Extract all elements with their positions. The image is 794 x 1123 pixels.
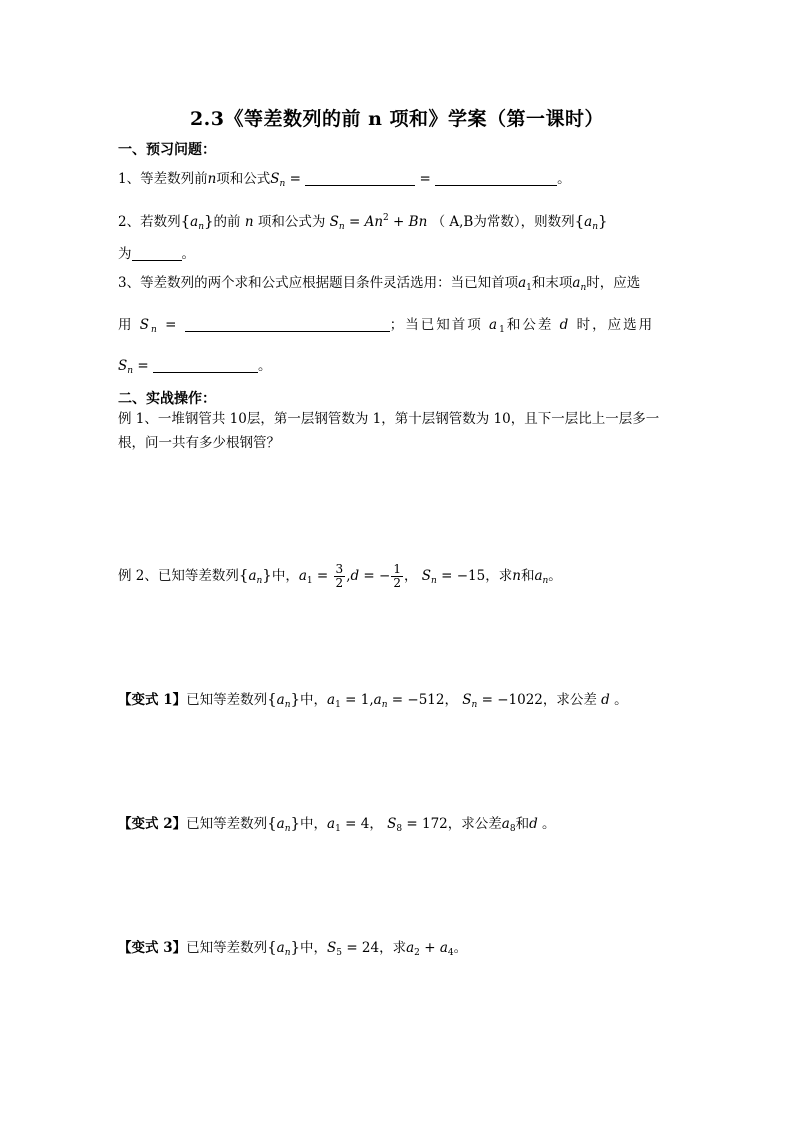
question-3-line2: 用 $S_n$ = ；当已知首项 $a_1$和公差 d 时，应选用 — [118, 317, 655, 335]
example-1-line2: 根，问一共有多少根钢管？ — [118, 435, 280, 451]
answer-blank[interactable] — [132, 246, 182, 261]
question-2-line2: 为 。 — [118, 246, 195, 262]
question-2-line1: 2、若数列$\{a_n\}$的前 n 项和公式为 $S_n = An^2 + Bn$ （ A,B为常数），则数列$\{a_n\}$ — [118, 212, 608, 232]
answer-blank[interactable] — [305, 171, 415, 186]
variant-2: 【变式 2】已知等差数列$\{a_n\}$中，$a_1 = 4$， $S_8 = 172$，求公差$a_8$和d 。 — [118, 814, 556, 834]
page-title: 2.3《等差数列的前 n 项和》学案（第一课时） — [189, 108, 605, 130]
question-1: 1、等差数列前n项和公式$S_n$ = = 。 — [118, 171, 571, 189]
answer-blank[interactable] — [185, 317, 390, 332]
example-2: 例 2、已知等差数列$\{a_n\}$中，$a_1$ = $\frac{3}{2}$ ,d = − $\frac{1}{2}$ ， $S_n = -15$，求n和$a_n$。 — [118, 562, 562, 590]
answer-blank[interactable] — [435, 171, 557, 186]
variant-3: 【变式 3】已知等差数列$\{a_n\}$中，$S_5 = 24$，求$a_2 + a_4$。 — [118, 938, 468, 958]
variant-1: 【变式 1】已知等差数列$\{a_n\}$中，$a_1 = 1,a_n = -512$， $S_n = -1022$，求公差 d 。 — [118, 690, 628, 710]
section1-heading: 一、预习问题： — [118, 142, 216, 158]
question-3-line3: $S_n$ = 。 — [118, 358, 272, 376]
section2-heading: 二、实战操作： — [118, 391, 216, 407]
example-1-line1: 例 1、一堆钢管共 10层，第一层钢管数为 1，第十层钢管数为 10，且下一层比上一层多一 — [118, 411, 660, 427]
question-3-line1: 3、等差数列的两个求和公式应根据题目条件灵活选用：当已知首项$a_1$和末项$a_n$时，应选 — [118, 275, 641, 293]
answer-blank[interactable] — [153, 358, 258, 373]
